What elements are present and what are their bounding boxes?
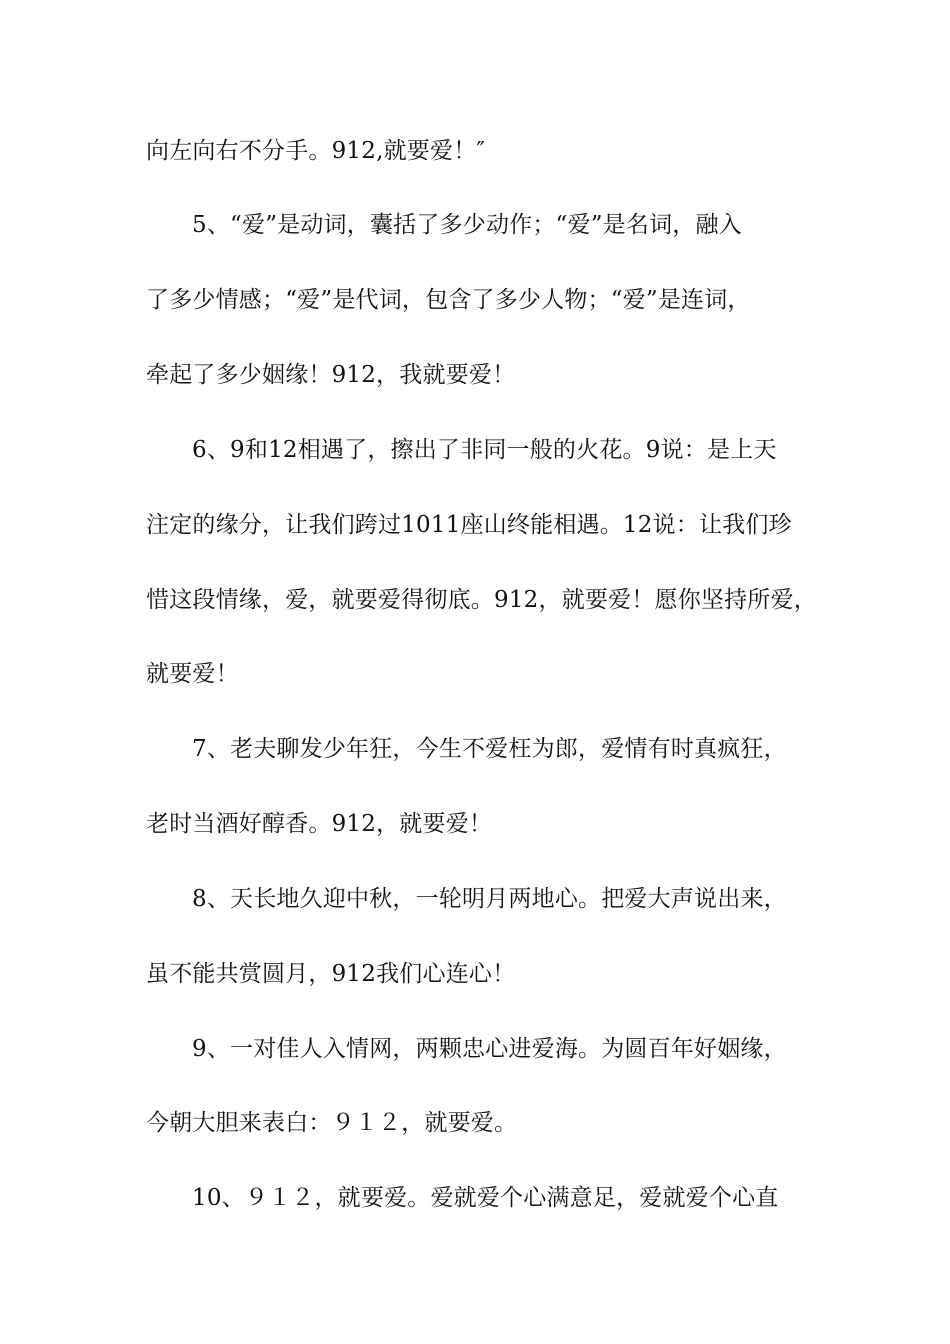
- text-line: 老时当酒好醇香。912，就要爱！: [146, 811, 493, 837]
- text-line: 牵起了多少姻缘！912，我就要爱！: [146, 362, 516, 388]
- paragraph-5-line-1: 5、“爱”是动词，囊括了多少动作；“爱”是名词，融入: [192, 212, 742, 238]
- paragraph-7-line-1: 7、老夫聊发少年狂，今生不爱枉为郎，爱情有时真疯狂，: [192, 736, 787, 762]
- paragraph-6-line-1: 6、9和12相遇了，擦出了非同一般的火花。9说：是上天: [192, 437, 777, 463]
- paragraph-10-line-1: 10、９１２，就要爱。爱就爱个心满意足，爱就爱个心直: [192, 1185, 779, 1211]
- text-line: 向左向右不分手。912,就要爱！″: [146, 138, 486, 164]
- text-line: 惜这段情缘，爱，就要爱得彻底。912，就要爱！愿你坚持所爱，: [146, 587, 817, 613]
- text-line: 了多少情感；“爱”是代词，包含了多少人物；“爱”是连词，: [146, 287, 751, 313]
- text-line: 注定的缘分，让我们跨过1011座山终能相遇。12说：让我们珍: [146, 512, 792, 538]
- text-line: 就要爱！: [146, 661, 239, 687]
- paragraph-9-line-1: 9、一对佳人入情网，两颗忠心进爱海。为圆百年好姻缘，: [192, 1036, 787, 1062]
- text-line: 今朝大胆来表白：９１２，就要爱。: [146, 1110, 518, 1136]
- text-line: 虽不能共赏圆月，912我们心连心！: [146, 961, 516, 987]
- paragraph-8-line-1: 8、天长地久迎中秋，一轮明月两地心。把爱大声说出来，: [192, 886, 787, 912]
